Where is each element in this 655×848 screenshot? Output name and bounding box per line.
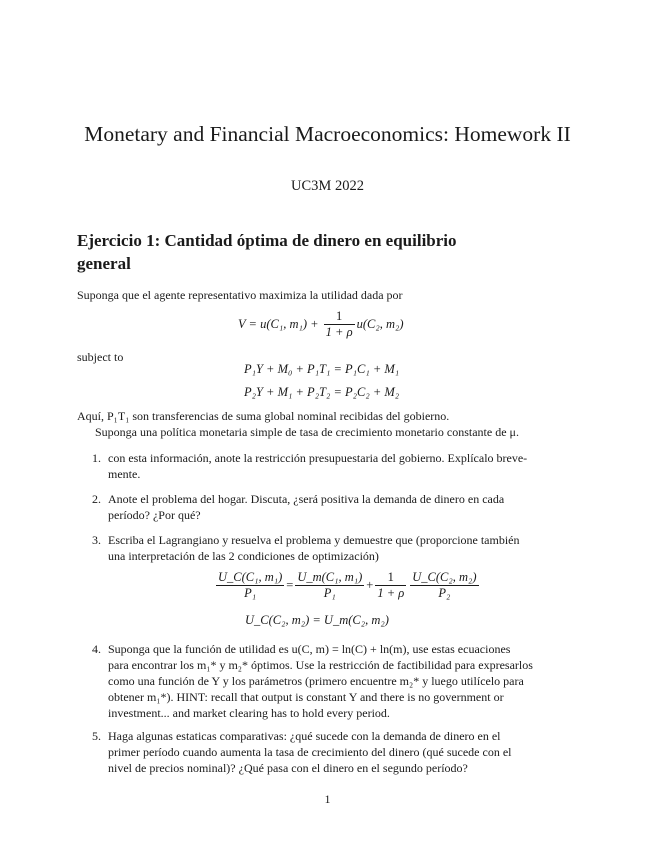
list-item-line: con esta información, anote la restricción presupuestaria del gobierno. Explícalo breve- [108, 451, 528, 465]
utility-frac-den: 1 + ρ [325, 325, 353, 339]
budget-constraint-2: P₂Y + M₁ + P₂T₂ = P₂C₂ + M₂ [244, 385, 400, 399]
section-heading [77, 229, 587, 275]
list-item-line: período? ¿Por qué? [108, 508, 201, 522]
utility-frac-num: 1 [324, 309, 355, 325]
foc-f2-den: P₁ [323, 586, 336, 600]
foc-f4-den: P₂ [438, 586, 451, 600]
utility-equation [238, 309, 404, 340]
list-item-line: investment... and market clearing has to hold every period. [108, 706, 390, 720]
subject-to-label: subject to [77, 350, 124, 364]
utility-discount-fraction [324, 309, 355, 340]
intro-paragraph: Suponga que el agente representativo maximiza la utilidad dada por [77, 288, 403, 302]
list-item-line: mente. [108, 467, 141, 481]
utility-eq-left: V = u(C₁, m₁) + [238, 317, 322, 331]
foc-equals: = [286, 578, 294, 592]
foc-plus: + [366, 578, 374, 592]
list-item-line: una interpretación de las 2 condiciones de optimización) [108, 549, 379, 563]
foc-fraction-1 [216, 570, 284, 601]
list-item-line: como una función de Y y los parámetros (primero encuentre m₂* y luego utilícelo para [108, 674, 524, 688]
section-heading-line1: Ejercicio 1: Cantidad óptima de dinero en equilibrio [77, 231, 457, 250]
transfers-note: Aquí, P₁T₁ son transferencias de suma global nominal recibidas del gobierno. [77, 409, 450, 423]
utility-eq-right: u(C₂, m₂) [356, 317, 404, 331]
foc-f3-num: 1 [375, 570, 406, 586]
document-subtitle: UC3M 2022 [291, 178, 364, 194]
foc-fraction-4 [410, 570, 478, 601]
foc-equation-2: U_C(C₂, m₂) = U_m(C₂, m₂) [245, 613, 389, 627]
list-item-line: nivel de precios nominal)? ¿Qué pasa con el dinero en el segundo período? [108, 761, 468, 775]
list-item-number: 3. [92, 533, 101, 547]
document-title: Monetary and Financial Macroeconomics: Homework II [84, 122, 571, 146]
list-item-number: 1. [92, 451, 101, 465]
monetary-policy-note: Suponga una política monetaria simple de tasa de crecimiento monetario constante de μ. [95, 425, 519, 439]
page-number: 1 [324, 792, 331, 806]
list-item-line: Anote el problema del hogar. Discuta, ¿será positiva la demanda de dinero en cada [108, 492, 505, 506]
list-item-line: Haga algunas estaticas comparativas: ¿qué sucede con la demanda de dinero en el [108, 729, 501, 743]
list-item-line: Suponga que la función de utilidad es u(C, m) = ln(C) + ln(m), use estas ecuaciones [108, 642, 511, 656]
foc-f1-den: P₁ [244, 586, 257, 600]
list-item-line: para encontrar los m₁* y m₂* óptimos. Use la restricción de factibilidad para expresarlos [108, 658, 533, 672]
foc-f3-den: 1 + ρ [377, 586, 405, 600]
list-item-number: 5. [92, 729, 101, 743]
foc-fraction-2 [295, 570, 364, 601]
list-item-number: 2. [92, 492, 101, 506]
budget-constraint-1: P₁Y + M₀ + P₁T₁ = P₁C₁ + M₁ [244, 362, 400, 376]
foc-fraction-3 [375, 570, 406, 601]
foc-f1-num: U_C(C₁, m₁) [218, 570, 283, 584]
list-item-line: obtener m₁*). HINT: recall that output is constant Y and there is no government or [108, 690, 504, 704]
list-item-line: primer período cuando aumenta la tasa de crecimiento del dinero (qué sucede con el [108, 745, 512, 759]
section-heading-line2: general [77, 254, 131, 273]
foc-equation-1 [214, 570, 481, 601]
foc-f2-num: U_m(C₁, m₁) [297, 570, 363, 584]
foc-f4-num: U_C(C₂, m₂) [412, 570, 477, 584]
list-item-line: Escriba el Lagrangiano y resuelva el problema y demuestre que (proporcione también [108, 533, 520, 547]
list-item-number: 4. [92, 642, 101, 656]
